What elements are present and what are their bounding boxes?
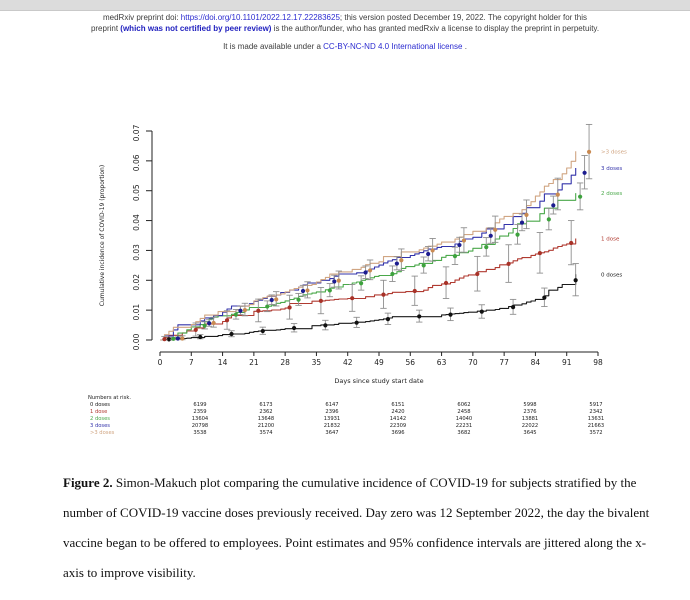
risk-value: 20798 [191, 423, 209, 429]
risk-value: 21832 [323, 423, 341, 429]
x-tick-label: 21 [249, 358, 259, 367]
figure-caption [63, 468, 655, 588]
point-estimate [390, 272, 394, 276]
x-tick-label: 7 [188, 358, 194, 367]
point-estimate [417, 314, 421, 318]
y-tick-label: 0.07 [132, 124, 141, 142]
x-tick-label: 77 [499, 358, 509, 367]
x-tick-label: 35 [311, 358, 322, 367]
legend-label-1-dose: 1 dose [601, 236, 620, 243]
point-estimate [587, 150, 591, 154]
risk-value: 22309 [389, 423, 407, 429]
risk-value: 21663 [587, 423, 605, 429]
point-estimate [207, 321, 211, 325]
header-text: It is made available under a [223, 42, 324, 51]
point-estimate [515, 233, 519, 237]
x-tick-label: 0 [157, 358, 163, 367]
point-estimate [547, 217, 551, 221]
point-estimate [319, 299, 323, 303]
point-estimate [493, 228, 497, 232]
legend-label--3-doses: >3 doses [601, 149, 627, 156]
point-estimate [162, 337, 166, 341]
y-tick-label: 0.00 [132, 333, 141, 351]
x-tick-label: 42 [342, 358, 353, 367]
point-estimate [551, 203, 555, 207]
point-estimate [569, 241, 573, 245]
figure-label: Figure 2. [63, 475, 113, 490]
window-top-edge [0, 0, 690, 11]
point-estimate [462, 238, 466, 242]
header-text: is the author/funder, who has granted medRxiv a license to display the preprint in perpetuity. [271, 23, 600, 33]
risk-value: 3574 [259, 430, 273, 436]
x-axis-title: Days since study start date [334, 377, 424, 385]
risk-row-label: 0 doses [90, 402, 111, 408]
step-curve-1-dose [160, 239, 576, 341]
risk-value: 2396 [325, 409, 339, 415]
header-text: ; this version posted December 19, 2022. The copyright holder for this [339, 13, 588, 22]
risk-value: 3538 [193, 430, 207, 436]
point-estimate [524, 213, 528, 217]
point-estimate [270, 298, 274, 302]
point-estimate [542, 296, 546, 300]
risk-row-label: 2 doses [90, 416, 111, 422]
point-estimate [582, 171, 586, 175]
point-estimate [422, 263, 426, 267]
risk-value: 2420 [391, 409, 405, 415]
point-estimate [444, 281, 448, 285]
y-tick-label: 0.05 [132, 184, 141, 202]
point-estimate [337, 278, 341, 282]
point-estimate [484, 245, 488, 249]
point-estimate [359, 281, 363, 285]
y-axis-title: Cumulative incidence of COVID-19 (proportion) [99, 164, 106, 307]
x-tick-label: 49 [374, 358, 384, 367]
point-estimate [350, 296, 354, 300]
x-tick-label: 28 [280, 358, 290, 367]
risk-value: 22231 [455, 423, 473, 429]
y-tick-label: 0.02 [132, 273, 141, 291]
point-estimate [305, 288, 309, 292]
point-estimate [538, 251, 542, 255]
license-link[interactable]: CC-BY-NC-ND 4.0 International license [323, 42, 463, 51]
point-estimate [381, 293, 385, 297]
point-estimate [413, 289, 417, 293]
doi-link[interactable]: https://doi.org/10.1101/2022.12.17.22283625 [180, 13, 340, 22]
caption-text: Simon-Makuch plot comparing the cumulative incidence of COVID-19 for subjects stratified by the number of COVID-19 vaccine doses previously received. Day zero was 12 September 2022, the day the bivalent vaccine began to be offered to employees. Point estimates and 95% confidence intervals are jittered along the x-axis to improve visibility. [63, 475, 650, 580]
risk-value: 5998 [523, 402, 537, 408]
risk-row-label: 3 doses [90, 423, 111, 429]
point-estimate [431, 248, 435, 252]
point-estimate [194, 328, 198, 332]
point-estimate [238, 309, 242, 313]
point-estimate [203, 324, 207, 328]
point-estimate [355, 321, 359, 325]
point-estimate [556, 192, 560, 196]
risk-value: 2458 [457, 409, 471, 415]
point-estimate [507, 262, 511, 266]
x-tick-label: 98 [593, 358, 603, 367]
risk-value: 6151 [391, 402, 405, 408]
point-estimate [363, 270, 367, 274]
x-tick-label: 91 [561, 358, 572, 367]
point-estimate [426, 252, 430, 256]
point-estimate [292, 326, 296, 330]
point-estimate [448, 313, 452, 317]
point-estimate [265, 304, 269, 308]
risk-value: 22022 [521, 423, 539, 429]
x-tick-label: 14 [217, 358, 228, 367]
point-estimate [520, 221, 524, 225]
header-text: medRxiv preprint doi: [102, 13, 181, 22]
risk-row-label: 1 dose [90, 409, 108, 415]
risk-value: 13931 [323, 416, 341, 422]
preprint-header [0, 13, 690, 53]
point-estimate [386, 317, 390, 321]
point-estimate [489, 234, 493, 238]
point-estimate [274, 297, 278, 301]
risk-value: 3647 [325, 430, 339, 436]
risk-value: 21200 [257, 423, 275, 429]
risk-value: 2359 [193, 409, 207, 415]
point-estimate [578, 195, 582, 199]
risk-value: 6173 [259, 402, 273, 408]
point-estimate [296, 298, 300, 302]
risk-value: 14040 [455, 416, 473, 422]
point-estimate [212, 321, 216, 325]
point-estimate [511, 305, 515, 309]
risk-value: 3696 [391, 430, 405, 436]
legend-label-3-doses: 3 doses [601, 166, 623, 173]
legend-label-0-doses: 0 doses [601, 272, 623, 279]
point-estimate [198, 335, 202, 339]
point-estimate [225, 318, 229, 322]
risk-value: 2342 [589, 409, 603, 415]
point-estimate [574, 278, 578, 282]
risk-value: 6199 [193, 402, 207, 408]
point-estimate [180, 336, 184, 340]
point-estimate [399, 258, 403, 262]
risk-value: 3682 [457, 430, 471, 436]
simon-makuch-plot [0, 85, 690, 463]
x-tick-label: 84 [530, 358, 541, 367]
point-estimate [229, 332, 233, 336]
y-tick-label: 0.06 [132, 154, 141, 172]
risk-value: 13881 [521, 416, 539, 422]
point-estimate [395, 261, 399, 265]
header-disclaimer [0, 13, 690, 34]
risk-value: 13604 [191, 416, 209, 422]
y-tick-label: 0.04 [132, 214, 141, 231]
x-tick-label: 56 [405, 358, 416, 367]
point-estimate [288, 305, 292, 309]
x-tick-label: 63 [436, 358, 447, 367]
risk-value: 6062 [457, 402, 471, 408]
risk-value: 13648 [257, 416, 275, 422]
y-tick-label: 0.01 [132, 303, 141, 321]
legend-label-2-doses: 2 doses [601, 191, 623, 198]
numbers-at-risk-title: Numbers at risk. [88, 395, 131, 401]
not-certified-note: (which was not certified by peer review) [120, 23, 272, 33]
point-estimate [368, 268, 372, 272]
risk-value: 2362 [259, 409, 273, 415]
risk-row-label: >3 doses [90, 430, 115, 436]
point-estimate [328, 288, 332, 292]
point-estimate [453, 254, 457, 258]
risk-value: 14142 [389, 416, 407, 422]
point-estimate [301, 289, 305, 293]
header-text: . [462, 42, 467, 51]
point-estimate [475, 272, 479, 276]
point-estimate [261, 329, 265, 333]
y-tick-label: 0.03 [132, 244, 141, 261]
risk-value: 5917 [589, 402, 603, 408]
header-text: preprint [90, 23, 121, 33]
risk-value: 6147 [325, 402, 339, 408]
point-estimate [323, 323, 327, 327]
x-tick-label: 70 [468, 358, 478, 367]
point-estimate [243, 308, 247, 312]
license-line [0, 42, 690, 53]
risk-value: 3572 [589, 430, 603, 436]
risk-value: 3645 [523, 430, 537, 436]
risk-value: 2376 [523, 409, 537, 415]
point-estimate [332, 279, 336, 283]
risk-value: 13631 [587, 416, 605, 422]
point-estimate [480, 310, 484, 314]
point-estimate [256, 309, 260, 313]
point-estimate [457, 243, 461, 247]
